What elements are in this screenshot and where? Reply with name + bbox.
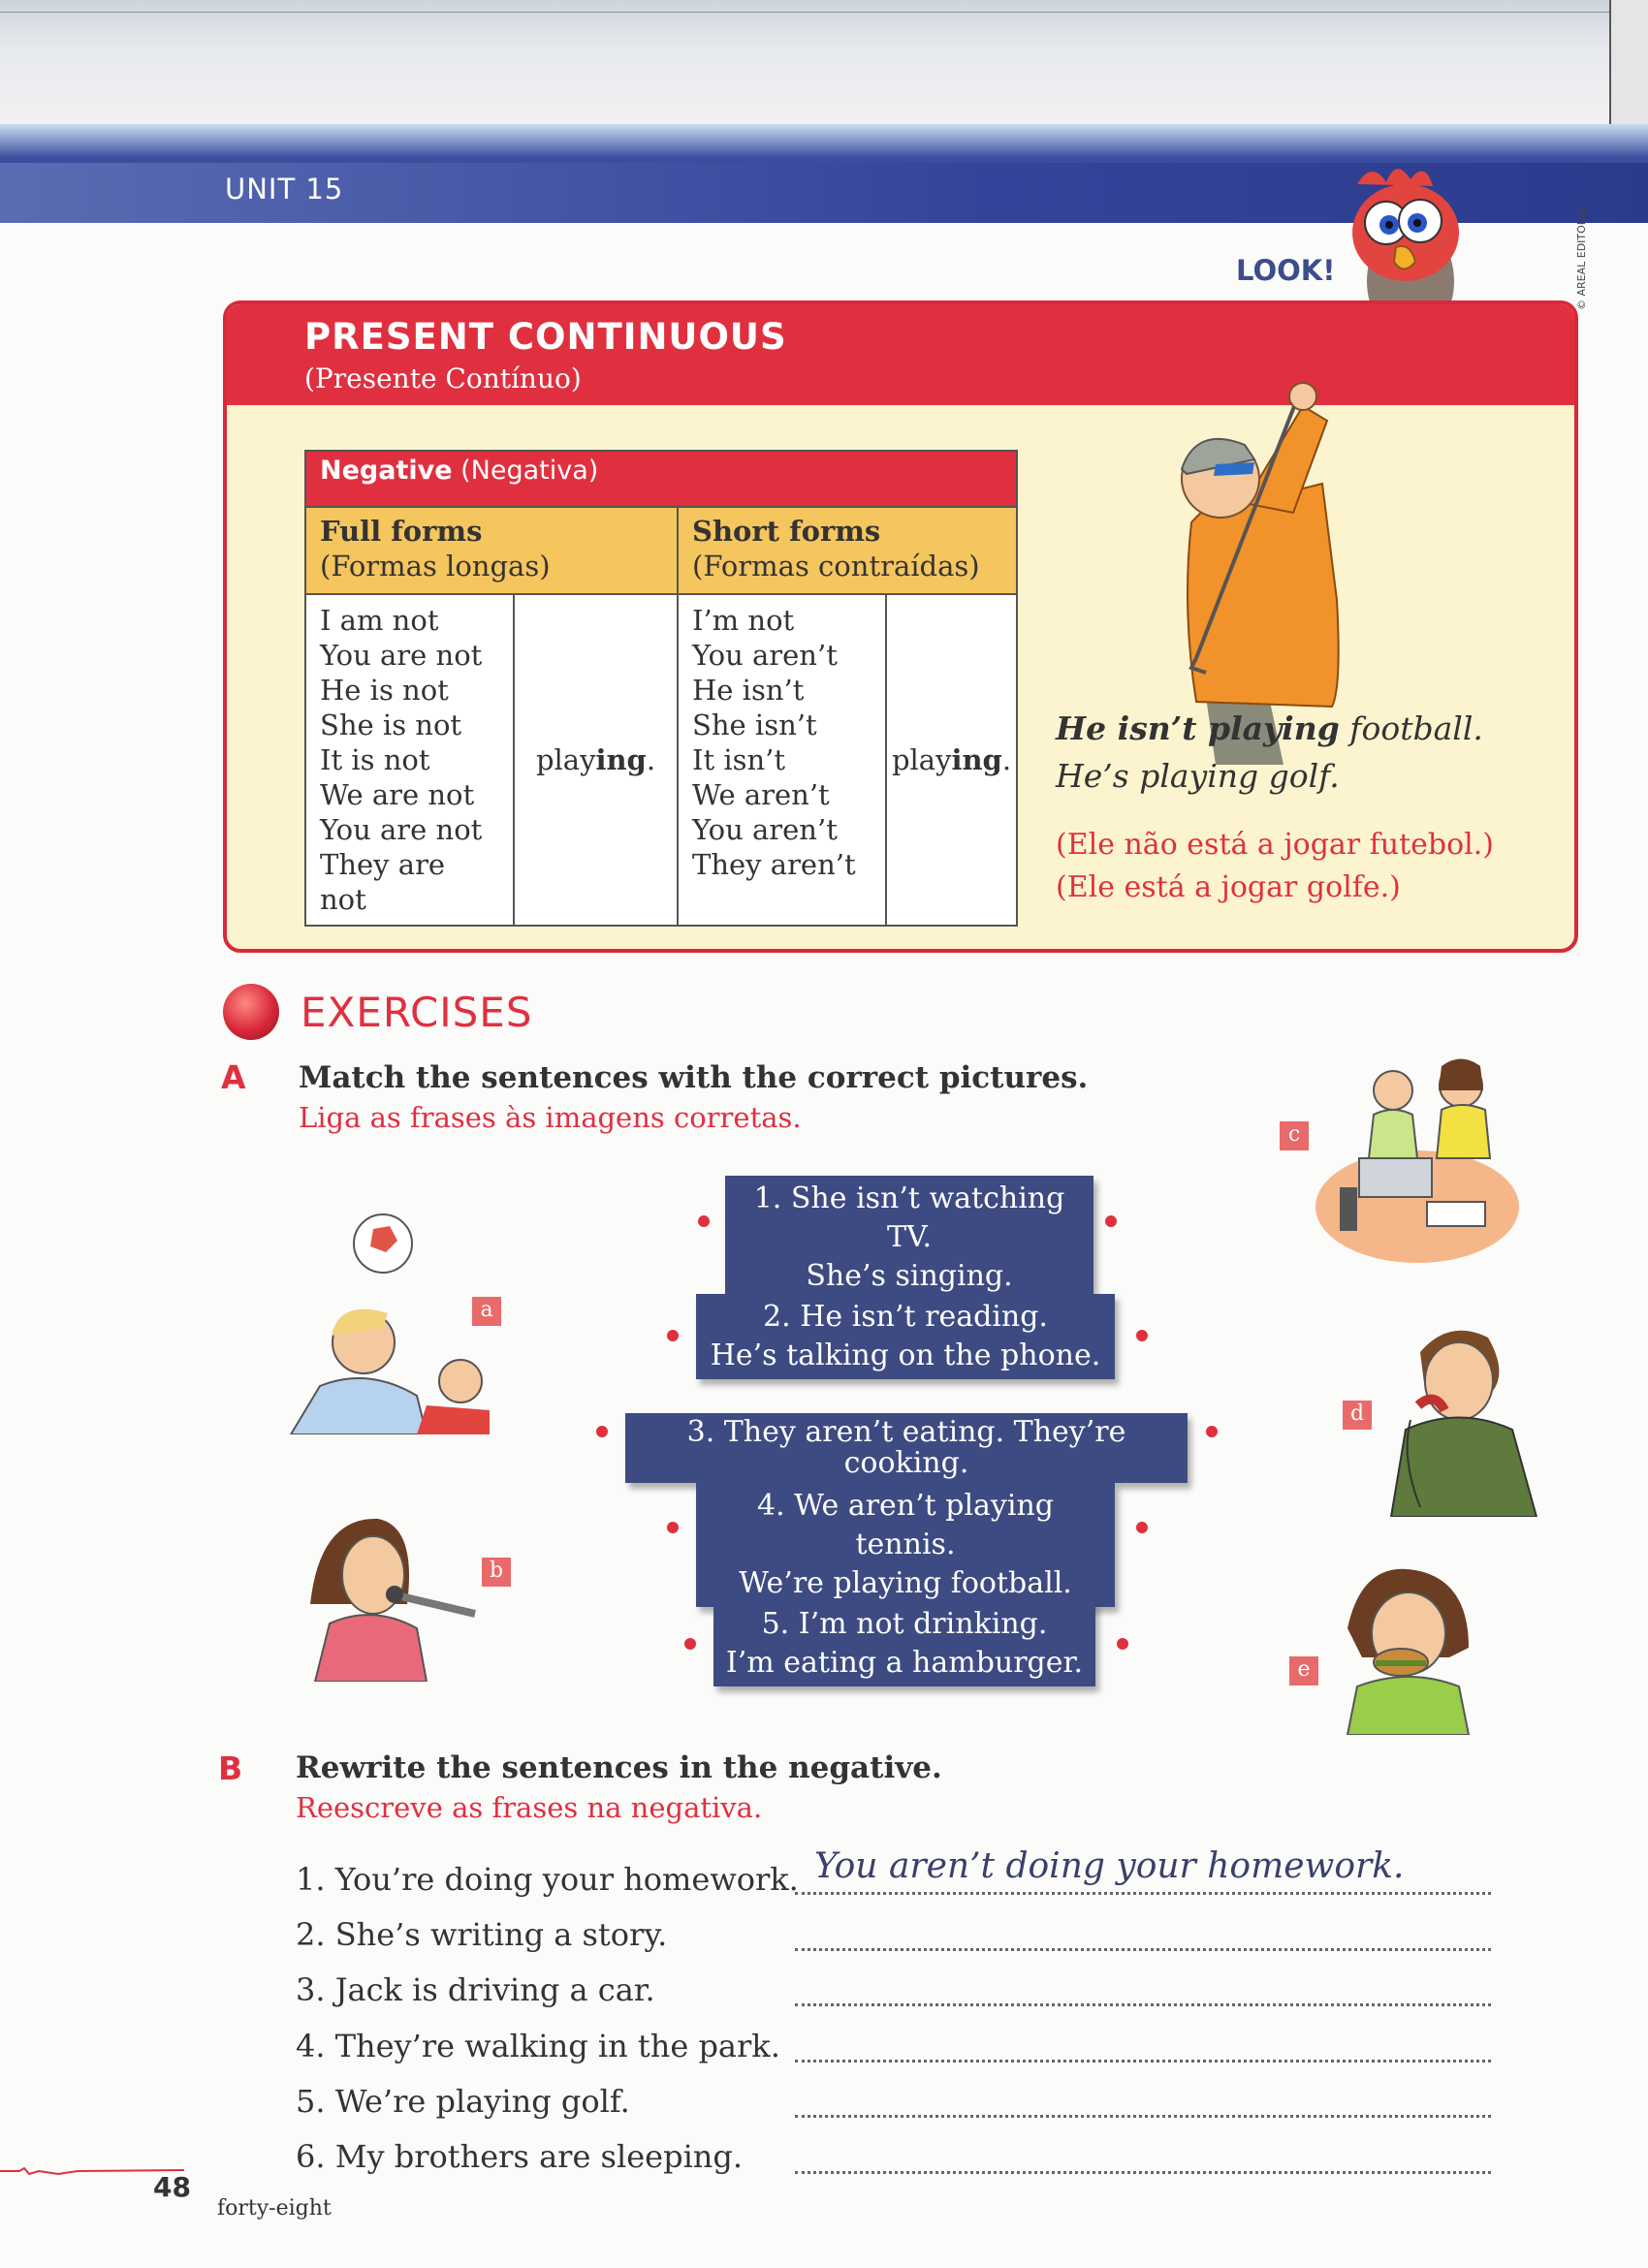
answer-line-6[interactable] <box>795 2171 1491 2174</box>
grammar-subtitle: (Presente Contínuo) <box>304 362 582 394</box>
full-verb <box>514 594 678 926</box>
short-form-item: She isn’t <box>692 709 817 741</box>
example-second: He’s playing golf. <box>1056 757 1340 795</box>
example-sentence <box>1056 709 1483 795</box>
negative-header <box>305 451 1017 507</box>
rewrite-item-1: 1. You’re doing your homework. <box>296 1861 799 1898</box>
match-dot[interactable] <box>1117 1638 1128 1650</box>
answer-line-5[interactable] <box>795 2115 1491 2118</box>
picture-tag-e: e <box>1289 1656 1318 1685</box>
example-pt2: (Ele está a jogar golfe.) <box>1056 870 1401 904</box>
full-forms-list <box>305 594 514 926</box>
sentence-box-3 <box>625 1413 1188 1483</box>
full-form-item: We are not <box>320 778 475 811</box>
sentence-line: 3. They aren’t eating. They’re cooking. <box>686 1415 1126 1480</box>
verb-stem: play <box>535 743 596 776</box>
short-forms-list <box>678 594 886 926</box>
rewrite-item-6: 6. My brothers are sleeping. <box>296 2138 744 2175</box>
full-form-item: They are not <box>320 848 446 916</box>
match-dot[interactable] <box>698 1215 710 1227</box>
full-form-item: It is not <box>320 743 430 776</box>
picture-tag-b: b <box>482 1558 511 1587</box>
rewrite-item-3: 3. Jack is driving a car. <box>296 1971 655 2008</box>
copyright-text: © AREAL EDITORES <box>1575 204 1588 310</box>
scan-edge <box>0 12 1629 13</box>
example-translation <box>1056 824 1494 909</box>
match-dot[interactable] <box>596 1426 608 1437</box>
short-form-item: You aren’t <box>692 639 838 672</box>
exercise-a-instruction: Match the sentences with the correct pictures. <box>299 1060 1089 1095</box>
answer-line-1[interactable] <box>795 1892 1491 1895</box>
answer-line-4[interactable] <box>795 2060 1491 2063</box>
exercise-b-instruction: Rewrite the sentences in the negative. <box>296 1750 942 1785</box>
exercises-bullet-icon <box>223 984 279 1040</box>
verb-ending: ing <box>951 743 1002 776</box>
exercises-title: EXERCISES <box>301 989 533 1036</box>
page-number: 48 <box>153 2171 191 2203</box>
page-word: forty-eight <box>217 2196 332 2221</box>
answer-line-2[interactable] <box>795 1948 1491 1951</box>
short-form-item: I’m not <box>692 604 795 637</box>
match-dot[interactable] <box>684 1638 696 1650</box>
short-forms-pt: (Formas contraídas) <box>692 550 980 583</box>
exercise-b-letter: B <box>218 1749 243 1787</box>
verb-period: . <box>1001 743 1012 776</box>
rewrite-item-4: 4. They’re walking in the park. <box>296 2028 780 2064</box>
short-form-item: We aren’t <box>692 778 830 811</box>
picture-singing-girl <box>301 1507 485 1682</box>
exercise-a-letter: A <box>221 1058 246 1096</box>
sentence-box-1 <box>725 1176 1093 1300</box>
sentence-line: 1. She isn’t watching TV. <box>753 1181 1065 1254</box>
answer-line-3[interactable] <box>795 2003 1491 2006</box>
rewrite-item-5: 5. We’re playing golf. <box>296 2083 630 2120</box>
answer-1: You aren’t doing your homework. <box>814 1846 1405 1886</box>
full-form-item: He is not <box>320 674 449 707</box>
match-dot[interactable] <box>1105 1215 1117 1227</box>
full-form-item: You are not <box>320 813 483 846</box>
verb-ending: ing <box>595 743 647 776</box>
match-dot[interactable] <box>1136 1522 1148 1533</box>
picture-hamburger-girl <box>1333 1560 1478 1735</box>
full-forms-header <box>305 507 678 594</box>
picture-cooking-kids <box>1311 1052 1519 1265</box>
sentence-line: 4. We aren’t playing tennis. <box>756 1489 1055 1561</box>
picture-tag-d: d <box>1343 1401 1372 1430</box>
sentence-line: 2. He isn’t reading. <box>763 1300 1048 1334</box>
short-verb <box>886 594 1017 926</box>
sentence-line: 5. I’m not drinking. <box>761 1607 1048 1641</box>
picture-tag-c: c <box>1280 1121 1309 1150</box>
match-dot[interactable] <box>667 1330 679 1341</box>
match-dot[interactable] <box>1206 1426 1218 1437</box>
grammar-box <box>223 300 1578 953</box>
match-dot[interactable] <box>667 1522 679 1533</box>
example-rest: football. <box>1339 709 1483 747</box>
short-form-item: It isn’t <box>692 743 786 776</box>
rewrite-item-2: 2. She’s writing a story. <box>296 1916 668 1953</box>
picture-football-boys <box>281 1212 494 1434</box>
negative-pt: (Negativa) <box>460 456 599 486</box>
example-pt1: (Ele não está a jogar futebol.) <box>1056 828 1495 862</box>
short-form-item: They aren’t <box>692 848 856 881</box>
verb-stem: play <box>891 743 952 776</box>
negative-table <box>304 450 1018 927</box>
sentence-box-2 <box>696 1294 1115 1379</box>
full-forms-pt: (Formas longas) <box>320 550 551 583</box>
example-bold: He isn’t playing <box>1056 709 1340 747</box>
short-forms-header <box>678 507 1017 594</box>
short-form-item: He isn’t <box>692 674 805 707</box>
verb-period: . <box>646 743 656 776</box>
short-forms-title: Short forms <box>692 515 881 548</box>
sentence-line: We’re playing football. <box>739 1566 1072 1600</box>
short-form-item: You aren’t <box>692 813 838 846</box>
sentence-line: I’m eating a hamburger. <box>725 1646 1084 1680</box>
picture-tag-a: a <box>472 1297 501 1326</box>
sentence-line: She’s singing. <box>806 1259 1013 1293</box>
full-form-item: You are not <box>320 639 483 672</box>
scan-background <box>0 0 1648 131</box>
exercise-b-instruction-pt: Reescreve as frases na negativa. <box>296 1791 763 1824</box>
unit-label: UNIT 15 <box>225 173 344 205</box>
exercise-a-instruction-pt: Liga as frases às imagens corretas. <box>299 1101 802 1134</box>
match-dot[interactable] <box>1136 1330 1148 1341</box>
negative-label: Negative <box>320 456 453 486</box>
adjacent-page <box>1609 0 1648 131</box>
full-form-item: I am not <box>320 604 439 637</box>
sentence-box-5 <box>713 1601 1095 1686</box>
sentence-line: He’s talking on the phone. <box>710 1339 1101 1372</box>
full-form-item: She is not <box>320 709 462 741</box>
grammar-title: PRESENT CONTINUOUS <box>304 316 787 358</box>
look-label: LOOK! <box>1236 254 1336 287</box>
sentence-box-4 <box>696 1483 1115 1607</box>
picture-phone-boy <box>1381 1313 1541 1517</box>
full-forms-title: Full forms <box>320 515 483 548</box>
